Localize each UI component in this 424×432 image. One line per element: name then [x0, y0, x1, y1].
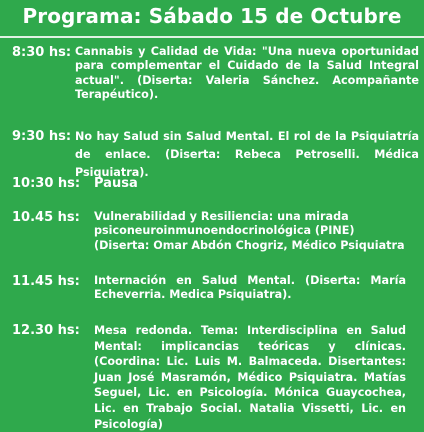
schedule-time: 8:30 hs: — [12, 45, 72, 60]
schedule-description: Vulnerabilidad y Resiliencia: una mirada psiconeuroinmunoendocrinológica (PINE) (Diserta: Omar Abdón Chogriz, Médico Psiquiatra — [94, 210, 405, 252]
page-title: Programa: Sábado 15 de Octubre — [22, 4, 402, 28]
schedule-time: 12.30 hs: — [12, 323, 80, 338]
schedule-description: Cannabis y Calidad de Vida: "Una nueva oportunidad para complementar el Cuidado de la Salud Integral actual". (Diserta: Valeria Sánchez. Acompañante Terapéutico). — [75, 45, 419, 102]
schedule-description: Internación en Salud Mental. (Diserta: María Echeverria. Medica Psiquiatra). — [94, 274, 406, 302]
schedule-description: Pausa — [94, 176, 138, 191]
schedule-description: No hay Salud sin Salud Mental. El rol de la Psiquiatría de enlace. (Diserta: Rebeca Petroselli. Médica Psiquiatra). — [75, 130, 419, 179]
schedule-time: 11.45 hs: — [12, 274, 80, 289]
schedule-description: Mesa redonda. Tema: Interdisciplina en Salud Mental: implicancias teóricas y clínicas. (Coordina: Lic. Luis M. Balmaceda. Disertantes: Juan José Masramón, Médico Psiquiatra. Matías Seguel, Lic. en Psicología. Mónica Guaycochea, Lic. en Trabajo Social. Natalia Vissetti, Lic. en Psicología) — [94, 324, 406, 431]
title-divider — [0, 36, 424, 38]
schedule-time: 9:30 hs: — [12, 129, 72, 144]
schedule-time: 10.45 hs: — [12, 210, 80, 225]
schedule-time: 10:30 hs: — [12, 176, 81, 191]
